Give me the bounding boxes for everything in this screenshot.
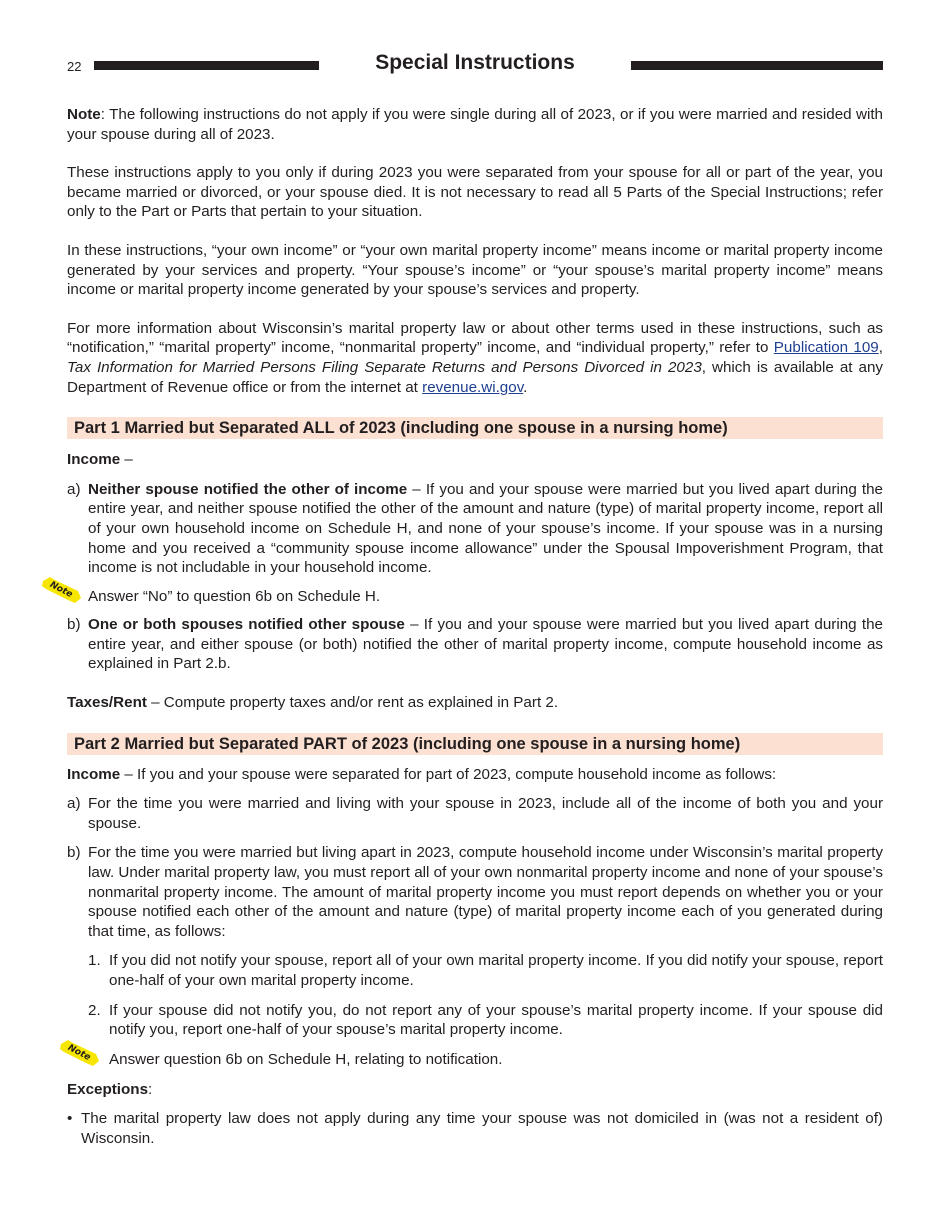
publication-title: Tax Information for Married Persons Filing Separate Returns and Persons Divorced in 2023 [67,358,702,376]
subitem-marker: 2. [88,1001,101,1019]
part1-note-text: Answer “No” to question 6b on Schedule H. [88,587,381,605]
intro-paragraph-definitions: In these instructions, “your own income” or “your own marital property income” means income or marital property income generated by your services and property. “Your spouse’s income” or “your spouse’s marital property income” means income or marital property income generated by your spouse’s services and property. [67,241,883,299]
part2-heading: Part 2 Married but Separated PART of 2023 (including one spouse in a nursing home) [67,733,883,755]
part2-subitem-1: 1. If you did not notify your spouse, report all of your own marital property income. If you did notify your spouse, report one-half of your own marital property income. [88,952,883,989]
part1-income-label: Income – [67,451,133,469]
item-marker: b) [67,844,81,862]
exception-bullet-item: • The marital property law does not apply during any time your spouse was not domiciled in (was not a resident of) Wisconsin. [67,1109,883,1147]
bullet-marker: • [67,1109,73,1127]
page-header [67,50,883,80]
item-marker: a) [67,795,81,813]
part2-item-a: a) For the time you were married and living with your spouse in 2023, include all of the income of both you and your spouse. [67,795,883,832]
intro-paragraph-more-info: For more information about Wisconsin’s marital property law or about other terms used in these instructions, such as “notification,” “marital property” income, “nonmarital property” income, and “individual property,” refer to Publication 109, Tax Information for Married Persons Filing Separate Returns and Persons Divorced in 2023, which is available at any Department of Revenue office or from the internet at revenue.wi.gov. [67,319,884,396]
item-marker: b) [67,616,81,634]
part1-note [48,579,883,607]
part2-subitem-2: 2. If your spouse did not notify you, do not report any of your spouse’s marital property income. If your spouse did notify you, report one-half of your spouse’s marital property income. [88,1001,883,1039]
part1-heading: Part 1 Married but Separated ALL of 2023 (including one spouse in a nursing home) [67,417,883,439]
part1-item-a-heading: Neither spouse notified the other of income [88,480,408,498]
note-icon [42,574,82,606]
note-icon-label: Note [66,1042,92,1063]
part1-item-b-heading: One or both spouses notified other spouse [88,616,405,634]
part2-note [66,1042,883,1070]
note-icon [60,1037,100,1069]
part1-item-a: a) Neither spouse notified the other of income – If you and your spouse were married but you lived apart during the entire year, and neither spouse notified the other of the amount and nature (type) of marital property income, report all of your own household income on Schedule H, and none of your spouse’s income. If your spouse was in a nursing home and you received a “community spouse income allowance” under the Spousal Impoverishment Program, that income is not includable in your household income. [67,480,883,577]
part2-exceptions-label: Exceptions: [67,1081,153,1099]
page-title: Special Instructions [375,51,575,74]
page [48,50,884,1148]
note-label: Note [67,106,101,123]
intro-note-paragraph: Note: The following instructions do not apply if you were single during all of 2023, or if you were married and resided with your spouse during all of 2023. [67,106,883,143]
header-rule-right [631,61,883,70]
part1-taxes-rent: Taxes/Rent – Compute property taxes and/or rent as explained in Part 2. [67,694,559,712]
part1-item-b: b) One or both spouses notified other spouse – If you and your spouse were married but you lived apart during the entire year, and either spouse (or both) notified the other of marital property income, compute household income as explained in Part 2.b. [67,616,883,673]
publication-109-link[interactable]: Publication 109 [773,339,879,357]
note-icon-label: Note [48,579,74,600]
page-number: 22 [67,59,82,74]
part2-note-text: Answer question 6b on Schedule H, relating to notification. [109,1050,503,1068]
revenue-website-link[interactable]: revenue.wi.gov [422,378,524,396]
subitem-marker: 1. [88,952,101,970]
item-marker: a) [67,480,81,498]
intro-paragraph-applicability: These instructions apply to you only if during 2023 you were separated from your spouse for all or part of the year, you became married or divorced, or your spouse died. It is not necessary to read all 5 Parts of the Special Instructions; refer only to the Part or Parts that pertain to your situation. [67,164,883,221]
part2-item-b: b) For the time you were married but living apart in 2023, compute household income under Wisconsin’s marital property law. Under marital property law, you must report all of your own nonmarital property income and none of your spouse’s nonmarital property income. The amount of marital property income you must report depends on whether you or your spouse notified each other of the amount and nature (type) of marital property income each of you generated during that time, as follows: [67,844,883,940]
part2-income: Income – If you and your spouse were separated for part of 2023, compute household income as follows: [67,765,777,783]
